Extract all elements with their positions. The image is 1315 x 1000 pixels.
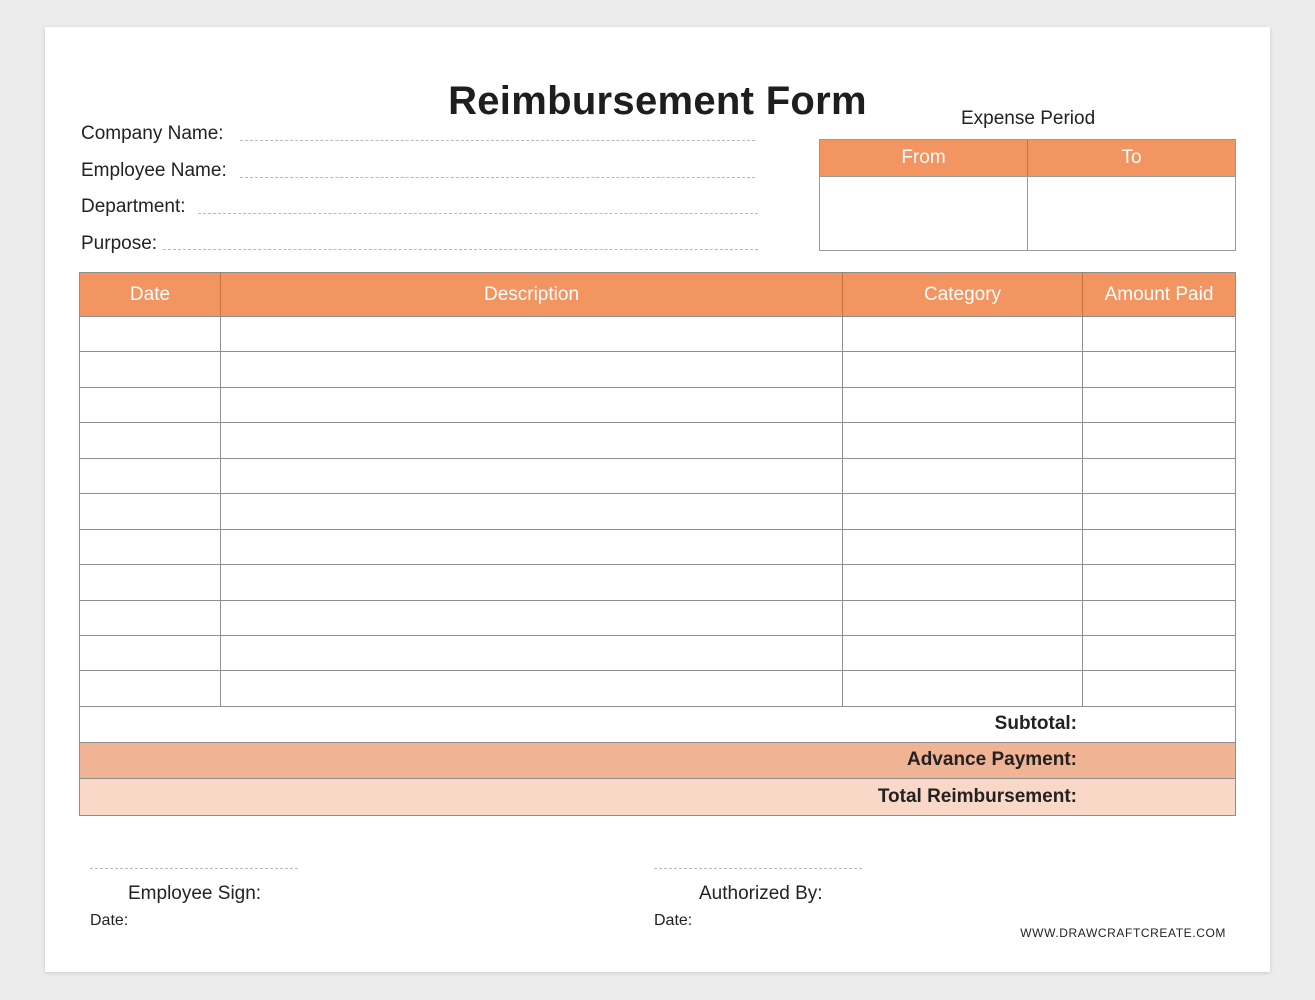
authorized-by-label: Authorized By:	[699, 883, 823, 904]
amount-cell[interactable]	[1083, 565, 1235, 599]
advance-payment-row	[80, 743, 1235, 779]
company-name-field[interactable]	[240, 140, 755, 141]
description-cell[interactable]	[221, 459, 843, 493]
amount-cell[interactable]	[1083, 317, 1235, 351]
amount-cell[interactable]	[1083, 671, 1235, 705]
table-row	[80, 388, 1235, 423]
date-cell[interactable]	[80, 494, 221, 528]
table-row	[80, 317, 1235, 352]
category-cell[interactable]	[843, 565, 1083, 599]
subtotal-label: Subtotal:	[994, 713, 1077, 735]
header-amount-paid: Amount Paid	[1104, 283, 1214, 305]
employee-sign-line[interactable]	[90, 868, 298, 869]
amount-cell[interactable]	[1083, 494, 1235, 528]
table-row	[80, 423, 1235, 458]
table-row	[80, 459, 1235, 494]
description-cell[interactable]	[221, 352, 843, 386]
purpose-field[interactable]	[163, 249, 758, 250]
description-cell[interactable]	[221, 601, 843, 635]
expense-rows	[80, 317, 1235, 707]
amount-cell[interactable]	[1083, 459, 1235, 493]
description-cell[interactable]	[221, 565, 843, 599]
table-row	[80, 601, 1235, 636]
expense-table	[79, 272, 1236, 816]
category-cell[interactable]	[843, 494, 1083, 528]
advance-payment-label: Advance Payment:	[906, 749, 1077, 771]
amount-cell[interactable]	[1083, 636, 1235, 670]
date-cell[interactable]	[80, 636, 221, 670]
amount-cell[interactable]	[1083, 423, 1235, 457]
period-to-input[interactable]	[1028, 176, 1235, 250]
category-cell[interactable]	[843, 671, 1083, 705]
category-cell[interactable]	[843, 530, 1083, 564]
amount-cell[interactable]	[1083, 530, 1235, 564]
date-cell[interactable]	[80, 317, 221, 351]
category-cell[interactable]	[843, 423, 1083, 457]
description-cell[interactable]	[221, 671, 843, 705]
header-date: Date	[80, 273, 221, 316]
employee-name-label: Employee Name:	[81, 160, 227, 181]
header-description: Description	[221, 273, 843, 316]
authorized-sign-line[interactable]	[654, 868, 862, 869]
table-row	[80, 352, 1235, 387]
department-label: Department:	[81, 196, 186, 217]
date-cell[interactable]	[80, 565, 221, 599]
company-name-label: Company Name:	[81, 123, 224, 144]
description-cell[interactable]	[221, 317, 843, 351]
amount-cell[interactable]	[1083, 352, 1235, 386]
table-row	[80, 494, 1235, 529]
date-cell[interactable]	[80, 423, 221, 457]
purpose-label: Purpose:	[81, 233, 158, 254]
category-cell[interactable]	[843, 352, 1083, 386]
description-cell[interactable]	[221, 423, 843, 457]
employee-sign-label: Employee Sign:	[128, 883, 262, 904]
expense-period-table	[819, 139, 1236, 251]
expense-period-title: Expense Period	[961, 108, 1096, 129]
table-row	[80, 671, 1235, 706]
category-cell[interactable]	[843, 636, 1083, 670]
description-cell[interactable]	[221, 530, 843, 564]
date-cell[interactable]	[80, 601, 221, 635]
form-title: Reimbursement Form	[448, 79, 867, 123]
employee-name-field[interactable]	[240, 177, 755, 178]
description-cell[interactable]	[221, 494, 843, 528]
header-category: Category	[843, 273, 1083, 316]
subtotal-row	[80, 707, 1235, 743]
amount-cell[interactable]	[1083, 388, 1235, 422]
date-cell[interactable]	[80, 388, 221, 422]
category-cell[interactable]	[843, 601, 1083, 635]
table-row	[80, 530, 1235, 565]
period-from-input[interactable]	[820, 176, 1028, 250]
department-field[interactable]	[198, 213, 758, 214]
period-from-header: From	[820, 140, 1028, 176]
table-row	[80, 636, 1235, 671]
date-cell[interactable]	[80, 530, 221, 564]
total-reimbursement-row	[80, 779, 1235, 815]
employee-date-label: Date:	[90, 912, 129, 929]
table-row	[80, 565, 1235, 600]
expense-table-header	[80, 273, 1235, 317]
category-cell[interactable]	[843, 317, 1083, 351]
website-url: WWW.DRAWCRAFTCREATE.COM	[1020, 926, 1226, 940]
description-cell[interactable]	[221, 636, 843, 670]
period-to-header: To	[1028, 140, 1235, 176]
date-cell[interactable]	[80, 671, 221, 705]
date-cell[interactable]	[80, 352, 221, 386]
category-cell[interactable]	[843, 388, 1083, 422]
total-reimbursement-label: Total Reimbursement:	[877, 785, 1077, 807]
date-cell[interactable]	[80, 459, 221, 493]
form-page	[45, 27, 1270, 972]
authorized-date-label: Date:	[654, 912, 693, 929]
category-cell[interactable]	[843, 459, 1083, 493]
amount-cell[interactable]	[1083, 601, 1235, 635]
description-cell[interactable]	[221, 388, 843, 422]
